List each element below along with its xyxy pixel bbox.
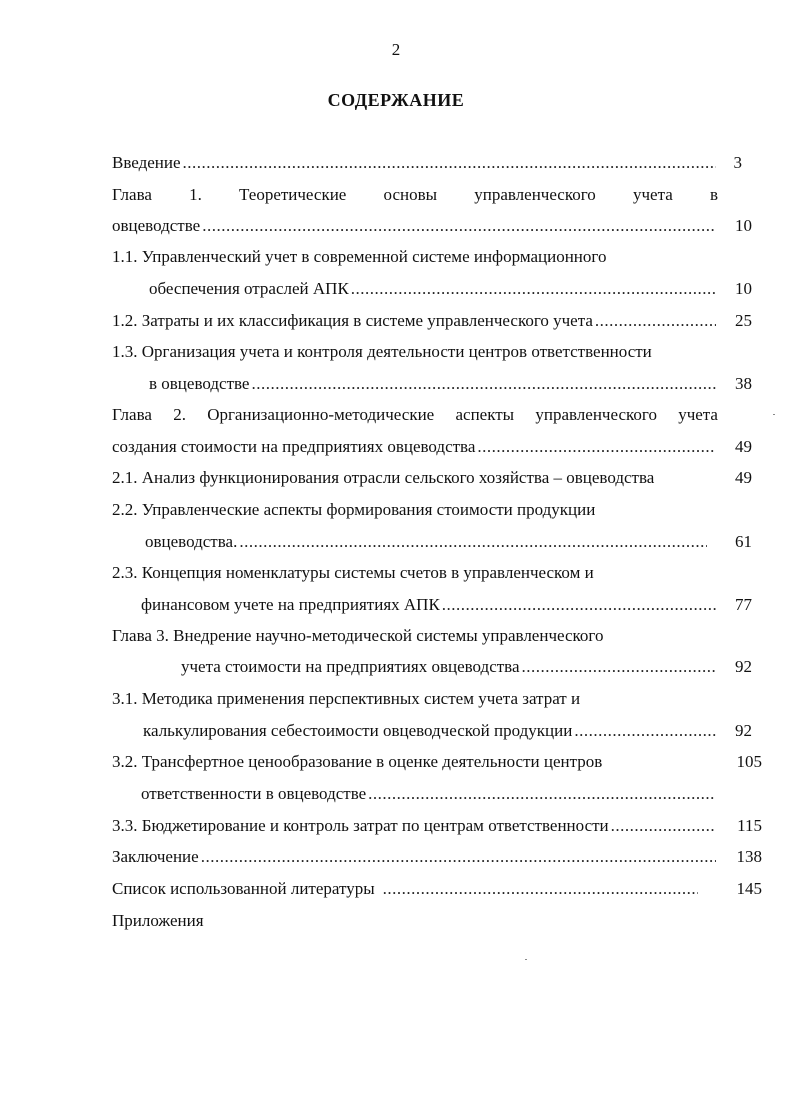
word: учета <box>678 405 718 424</box>
leader-dots <box>351 277 716 301</box>
toc-section-2-2: 2.2. Управленческие аспекты формирования стоимости продукции <box>112 500 596 519</box>
word: аспекты <box>455 405 515 424</box>
toc-page-number: 10 <box>735 216 752 235</box>
toc-page-number: 92 <box>735 657 752 676</box>
toc-chapter-2-heading <box>112 403 718 427</box>
toc-entry-text: финансовом учете на предприятиях АПК <box>141 595 440 614</box>
toc-section-1-3: 1.3. Организация учета и контроля деятельности центров ответственности <box>112 342 652 361</box>
toc-entry-text: 1.2. Затраты и их классификация в системе управленческого учета <box>112 311 593 330</box>
leader-dots <box>595 309 716 333</box>
toc-section-3-1-cont <box>143 719 716 743</box>
word: Глава <box>112 185 152 204</box>
word: учета <box>632 185 673 204</box>
toc-section-2-3-cont <box>141 593 716 617</box>
toc-page-number: 115 <box>737 816 762 835</box>
leader-dots <box>202 214 716 238</box>
toc-entry-text: Заключение <box>112 847 199 866</box>
leader-dots <box>239 530 707 554</box>
toc-page-number: 25 <box>735 311 752 330</box>
toc-entry-text: 3.3. Бюджетирование и контроль затрат по центрам ответственности <box>112 816 609 835</box>
toc-chapter-3-cont <box>181 655 716 679</box>
word: Теоретические <box>239 185 347 204</box>
toc-entry-text: овцеводстве <box>112 216 201 235</box>
toc-entry-text: Введение <box>112 153 181 172</box>
toc-chapter-2-cont <box>112 435 716 459</box>
leader-dots <box>522 655 716 679</box>
toc-entry-intro <box>112 151 716 175</box>
toc-page-number: 10 <box>735 279 752 298</box>
toc-entry-text: ответственности в овцеводстве <box>141 784 367 803</box>
leader-dots <box>368 782 716 806</box>
leader-dots <box>201 845 716 869</box>
toc-page-number: 38 <box>735 374 752 393</box>
page-title: СОДЕРЖАНИЕ <box>327 90 465 110</box>
toc-entry-text: калькулирования себестоимости овцеводческой продукции <box>143 721 573 740</box>
toc-section-2-2-cont <box>145 530 707 554</box>
toc-page-number: 145 <box>736 879 762 898</box>
toc-entry-conclusion <box>112 845 716 869</box>
toc-page-number: 49 <box>735 468 752 487</box>
scan-speck <box>773 414 775 415</box>
toc-entry-text: овцеводства. <box>145 532 238 551</box>
leader-dots <box>574 719 716 743</box>
word: 2. <box>173 405 186 424</box>
toc-section-3-2: 3.2. Трансфертное ценообразование в оценке деятельности центров <box>112 752 603 771</box>
page-number: 2 <box>391 40 401 59</box>
toc-section-2-1: 2.1. Анализ функционирования отрасли сельского хозяйства – овцеводства <box>112 468 655 487</box>
toc-entry-text: создания стоимости на предприятиях овцеводства <box>112 437 476 456</box>
toc-entry-text: в овцеводстве <box>149 374 250 393</box>
word: Организационно-методические <box>207 405 435 424</box>
toc-page-number: 138 <box>736 847 762 866</box>
toc-page-number: 61 <box>735 532 752 551</box>
leader-dots <box>442 593 716 617</box>
toc-entry-text: обеспечения отраслей АПК <box>149 279 349 298</box>
word: основы <box>383 185 438 204</box>
toc-section-3-2-cont <box>141 782 716 806</box>
toc-page-number: 3 <box>733 153 742 172</box>
leader-dots <box>383 877 698 901</box>
toc-entry-appendix: Приложения <box>112 911 204 930</box>
scan-speck <box>525 959 527 960</box>
toc-section-3-3 <box>112 814 716 838</box>
leader-dots <box>477 435 716 459</box>
word: управленческого <box>474 185 596 204</box>
toc-section-1-3-cont <box>149 372 716 396</box>
toc-section-2-3: 2.3. Концепция номенклатуры системы счетов в управленческом и <box>112 563 594 582</box>
toc-page-number: 105 <box>736 752 762 771</box>
leader-dots <box>183 151 716 175</box>
word: 1. <box>189 185 202 204</box>
toc-entry-text: учета стоимости на предприятиях овцеводства <box>181 657 520 676</box>
leader-dots <box>251 372 716 396</box>
word: в <box>709 185 718 204</box>
toc-page-number: 77 <box>735 595 752 614</box>
toc-chapter-1-heading <box>112 183 718 207</box>
toc-section-3-1: 3.1. Методика применения перспективных систем учета затрат и <box>112 689 581 708</box>
word: управленческого <box>535 405 657 424</box>
toc-section-1-2 <box>112 309 716 333</box>
toc-chapter-1-cont <box>112 214 716 238</box>
toc-entry-text: Список использованной литературы <box>112 879 375 898</box>
toc-section-1-1: 1.1. Управленческий учет в современной системе информационного <box>112 247 607 266</box>
toc-entry-references <box>112 877 698 901</box>
toc-section-1-1-cont <box>149 277 716 301</box>
toc-chapter-3-heading: Глава 3. Внедрение научно-методической системы управленческого <box>112 626 604 645</box>
word: Глава <box>112 405 152 424</box>
toc-page-number: 49 <box>735 437 752 456</box>
toc-page-number: 92 <box>735 721 752 740</box>
